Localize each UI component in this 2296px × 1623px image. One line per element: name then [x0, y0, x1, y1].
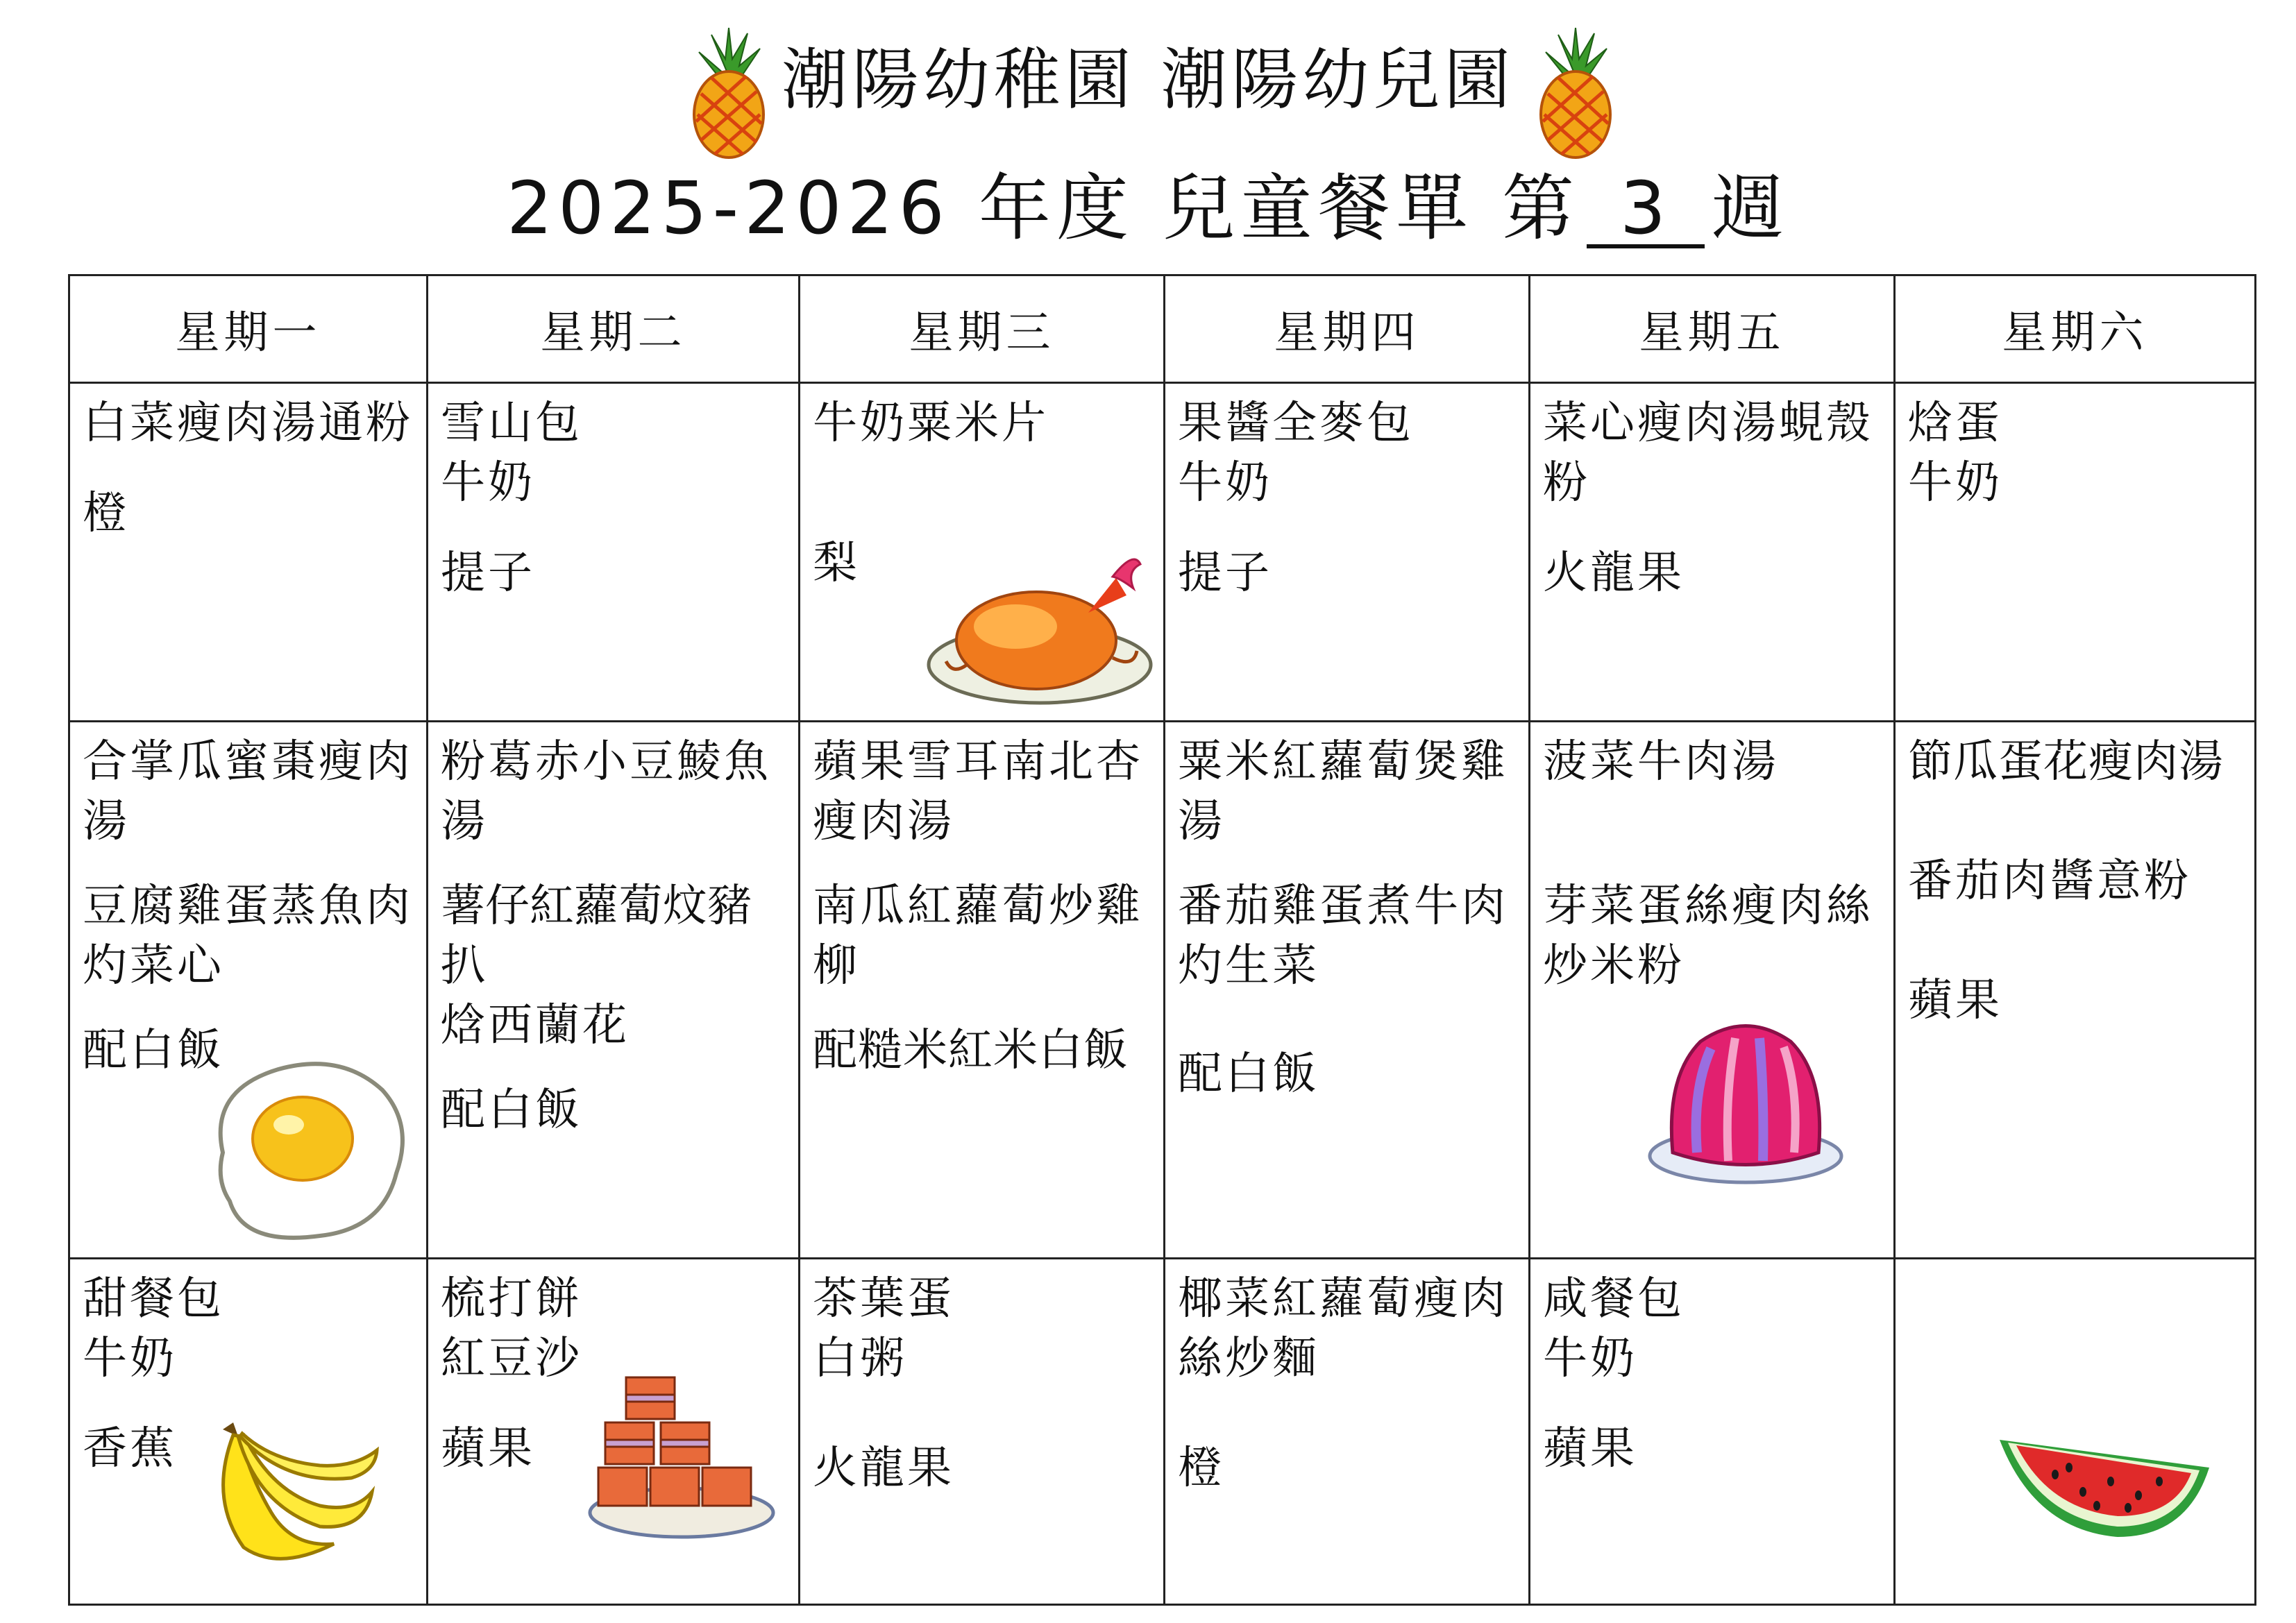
breakfast-cell	[1530, 383, 1895, 722]
menu-item: 果醬全麥包	[1178, 398, 1414, 449]
menu-header	[0, 0, 2296, 271]
fried-egg-icon	[202, 1048, 417, 1250]
school-name: 潮陽幼稚園 潮陽幼兒園	[781, 41, 1515, 119]
fruit-item: 火龍果	[813, 1443, 954, 1494]
day-header-row	[69, 275, 2256, 383]
soup-item: 粉葛赤小豆鯪魚	[441, 736, 771, 788]
breakfast-cell	[800, 383, 1165, 722]
title-suffix: 週	[1712, 166, 1790, 250]
soup-item: 節瓜蛋花瘦肉湯	[1908, 736, 2224, 788]
dish-item: 番茄雞蛋煮牛肉	[1178, 881, 1508, 932]
breakfast-row	[69, 383, 2256, 722]
fruit-item: 橙	[1178, 1443, 1225, 1494]
lunch-cell	[428, 722, 800, 1259]
tea-cell	[428, 1259, 800, 1605]
tea-cell	[1895, 1259, 2256, 1605]
rice-item: 配白飯	[1178, 1048, 1319, 1100]
menu-item: 白菜瘦肉湯通粉	[83, 398, 413, 449]
fruit-item: 蘋果	[441, 1423, 535, 1475]
menu-item: 牛奶	[441, 457, 535, 509]
dish-item: 豆腐雞蛋蒸魚肉	[83, 881, 413, 932]
soup-item: 湯	[441, 796, 488, 847]
soup-item: 湯	[83, 796, 130, 847]
breakfast-cell	[1895, 383, 2256, 722]
day-header: 星期四	[1165, 275, 1530, 383]
menu-item: 茶葉蛋	[813, 1273, 954, 1325]
dish-item: 灼菜心	[83, 940, 224, 992]
banana-icon	[195, 1416, 382, 1568]
soup-item: 粟米紅蘿蔔煲雞	[1178, 736, 1508, 788]
breakfast-cell	[69, 383, 428, 722]
dish-item: 番茄肉醬意粉	[1908, 856, 2191, 907]
day-header: 星期五	[1530, 275, 1895, 383]
tea-cell	[800, 1259, 1165, 1605]
tea-cell	[1530, 1259, 1895, 1605]
menu-item: 牛奶	[1543, 1333, 1637, 1384]
fruit-item: 提子	[441, 547, 535, 599]
menu-item: 白粥	[813, 1333, 907, 1384]
menu-item: 牛奶粟米片	[813, 398, 1049, 449]
day-header: 星期三	[800, 275, 1165, 383]
rice-item: 配糙米紅米白飯	[813, 1025, 1129, 1076]
dish-item: 芽菜蛋絲瘦肉絲	[1543, 881, 1873, 932]
day-header: 星期六	[1895, 275, 2256, 383]
menu-item: 菜心瘦肉湯蜆殼	[1543, 398, 1873, 449]
fruit-item: 香蕉	[83, 1423, 177, 1475]
fruit-item: 蘋果	[1908, 975, 2002, 1026]
rice-item: 配白飯	[83, 1025, 224, 1076]
dish-item: 南瓜紅蘿蔔炒雞	[813, 881, 1143, 932]
menu-item: 梳打餅	[441, 1273, 582, 1325]
fruit-item: 橙	[83, 488, 130, 539]
lunch-cell	[1530, 722, 1895, 1259]
dish-item: 炒米粉	[1543, 940, 1685, 992]
menu-item: 椰菜紅蘿蔔瘦肉	[1178, 1273, 1508, 1325]
breakfast-cell	[1165, 383, 1530, 722]
dish-item: 焓西蘭花	[441, 1000, 630, 1051]
menu-item: 焓蛋	[1908, 398, 2002, 449]
menu-item: 粉	[1543, 457, 1590, 509]
soup-item: 湯	[1178, 796, 1225, 847]
menu-item: 牛奶	[1178, 457, 1272, 509]
lunch-row	[69, 722, 2256, 1259]
breakfast-cell	[428, 383, 800, 722]
fruit-item: 梨	[813, 538, 860, 589]
fruit-item: 火龍果	[1543, 547, 1685, 599]
soup-item: 蘋果雪耳南北杏	[813, 736, 1143, 788]
lunch-cell	[1895, 722, 2256, 1259]
menu-item: 雪山包	[441, 398, 582, 449]
menu-item: 絲炒麵	[1178, 1333, 1319, 1384]
fruit-item: 提子	[1178, 547, 1272, 599]
soup-item: 瘦肉湯	[813, 796, 954, 847]
jelly-icon	[1645, 1014, 1846, 1187]
lunch-cell	[1165, 722, 1530, 1259]
menu-item: 甜餐包	[83, 1273, 224, 1325]
roast-chicken-icon	[925, 536, 1154, 710]
menu-item: 牛奶	[83, 1333, 177, 1384]
soup-item: 菠菜牛肉湯	[1543, 736, 1779, 788]
day-header: 星期一	[69, 275, 428, 383]
lunch-cell	[69, 722, 428, 1259]
cake-icon	[584, 1363, 779, 1544]
dish-item: 薯仔紅蘿蔔炆豬扒	[441, 881, 752, 992]
dish-item: 柳	[813, 940, 860, 992]
menu-item: 咸餐包	[1543, 1273, 1685, 1325]
dish-item: 灼生菜	[1178, 940, 1319, 992]
title-prefix: 2025-2026 年度 兒童餐單 第	[506, 166, 1580, 250]
day-header: 星期二	[428, 275, 800, 383]
week-number: 3	[1587, 172, 1705, 248]
menu-item: 牛奶	[1908, 457, 2002, 509]
menu-title	[0, 167, 2296, 250]
tea-cell	[69, 1259, 428, 1605]
rice-item: 配白飯	[441, 1085, 582, 1136]
menu-item: 紅豆沙	[441, 1333, 582, 1384]
lunch-cell	[800, 722, 1165, 1259]
fruit-item: 蘋果	[1543, 1423, 1637, 1475]
tea-row	[69, 1259, 2256, 1605]
soup-item: 合掌瓜蜜棗瘦肉	[83, 736, 413, 788]
watermelon-icon	[1993, 1426, 2215, 1544]
tea-cell	[1165, 1259, 1530, 1605]
menu-table	[68, 274, 2256, 1606]
